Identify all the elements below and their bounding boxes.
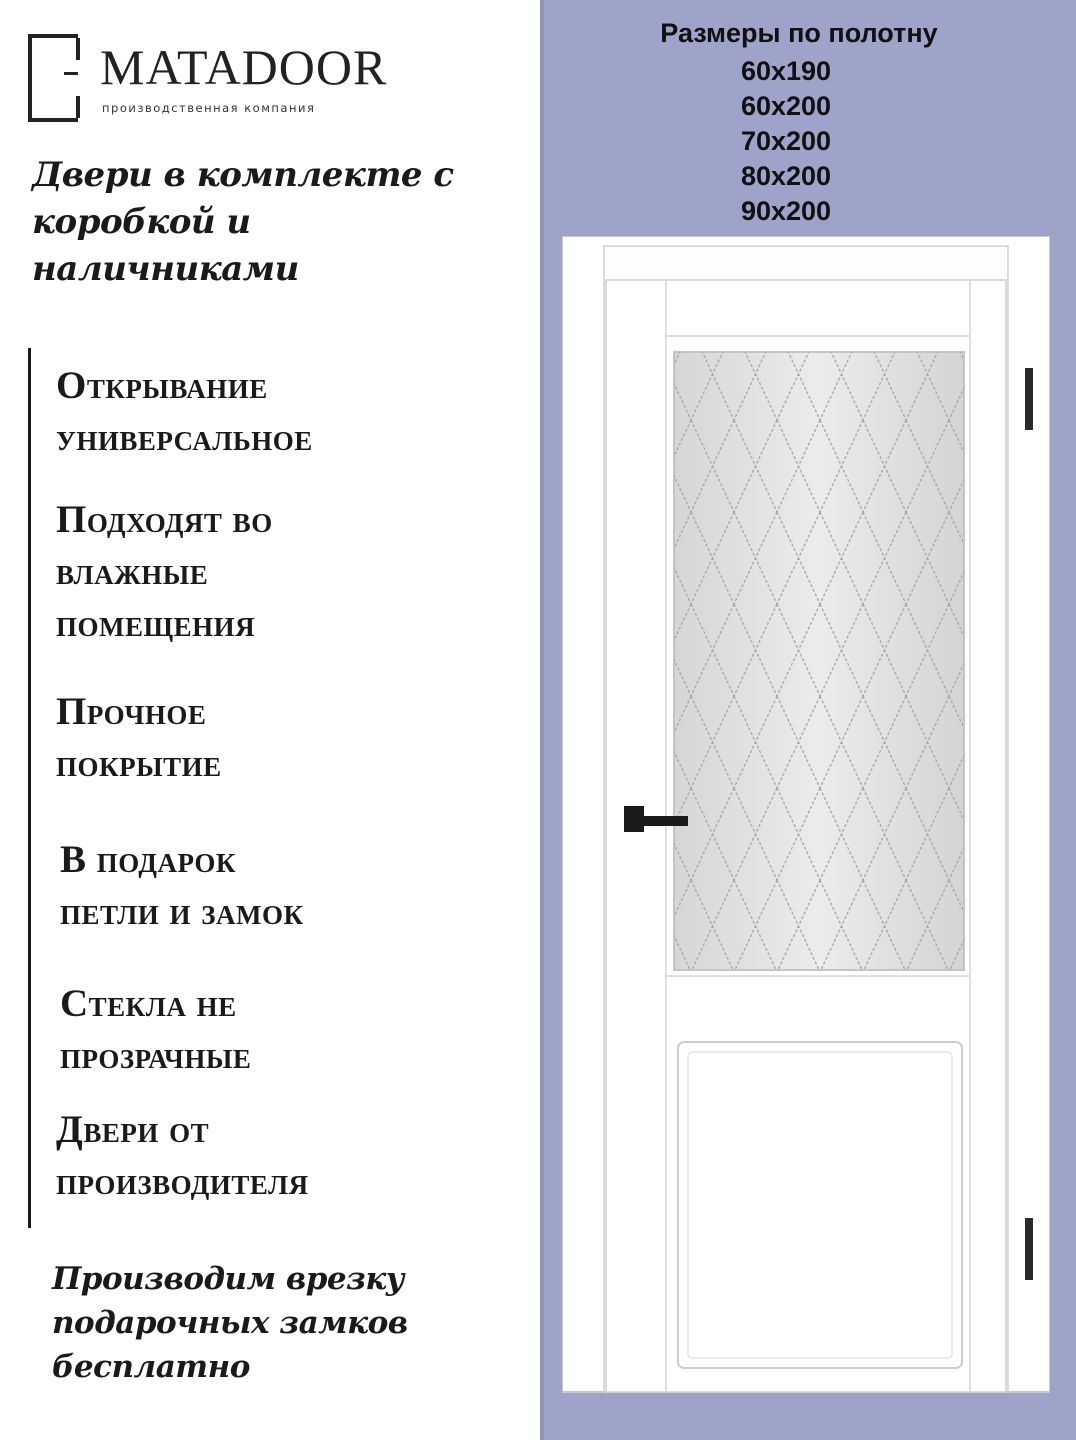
feature-line: покрытие xyxy=(56,742,222,785)
glass-diamond-pattern xyxy=(674,352,964,970)
door-illustration xyxy=(562,236,1050,1426)
tagline-top-line: Двери в комплекте с xyxy=(32,155,454,195)
feature-item-manufacturer xyxy=(56,1104,309,1208)
feature-line: Открывание xyxy=(56,364,268,407)
tagline-bottom-line: Производим врезку xyxy=(52,1261,404,1297)
brand-name: MATADOOR xyxy=(100,39,388,95)
feature-line: Подходят во xyxy=(56,498,273,541)
tagline-top-line: наличниками xyxy=(32,249,299,289)
feature-item-coating xyxy=(56,686,222,790)
feature-line: Прочное xyxy=(56,690,207,733)
feature-line: производителя xyxy=(56,1160,309,1203)
feature-item-humid-rooms xyxy=(56,494,273,650)
feature-line: влажные xyxy=(56,550,209,593)
feature-item-glass xyxy=(60,978,251,1082)
tagline-top-line: коробкой и xyxy=(32,202,251,242)
tagline-bottom xyxy=(52,1257,522,1389)
logo-bracket-icon xyxy=(28,34,78,122)
feature-line: петли и замок xyxy=(60,890,304,933)
sizes-title: Размеры по полотну xyxy=(660,18,938,48)
brand-subtitle: производственная компания xyxy=(102,101,316,115)
feature-divider-line xyxy=(28,348,31,1228)
tagline-bottom-line: бесплатно xyxy=(52,1349,250,1385)
tagline-bottom-line: подарочных замков xyxy=(52,1305,408,1341)
feature-line: В подарок xyxy=(60,838,236,881)
door-lower-panel xyxy=(678,1042,962,1368)
feature-item-gift xyxy=(60,834,304,938)
size-item: 90x200 xyxy=(740,196,832,226)
right-door-panel xyxy=(540,0,1076,1440)
size-item: 60x200 xyxy=(740,91,832,121)
feature-line: помещения xyxy=(56,602,256,645)
brand-logo xyxy=(28,34,428,120)
feature-item-opening xyxy=(56,360,313,464)
feature-line: универсальное xyxy=(56,416,313,459)
size-item: 60x190 xyxy=(740,56,832,86)
logo-dash xyxy=(64,72,78,75)
sizes-list xyxy=(544,54,1028,229)
feature-line: Стекла не xyxy=(60,982,237,1025)
feature-line: прозрачные xyxy=(60,1034,252,1077)
hinge-bottom-icon xyxy=(1025,1218,1033,1280)
tagline-top xyxy=(32,152,502,293)
door-handle xyxy=(632,816,688,826)
size-item: 70x200 xyxy=(740,126,832,156)
feature-line: Двери от xyxy=(56,1108,210,1151)
size-item: 80x200 xyxy=(740,161,832,191)
door-image xyxy=(562,236,1050,1426)
hinge-top-icon xyxy=(1025,368,1033,430)
